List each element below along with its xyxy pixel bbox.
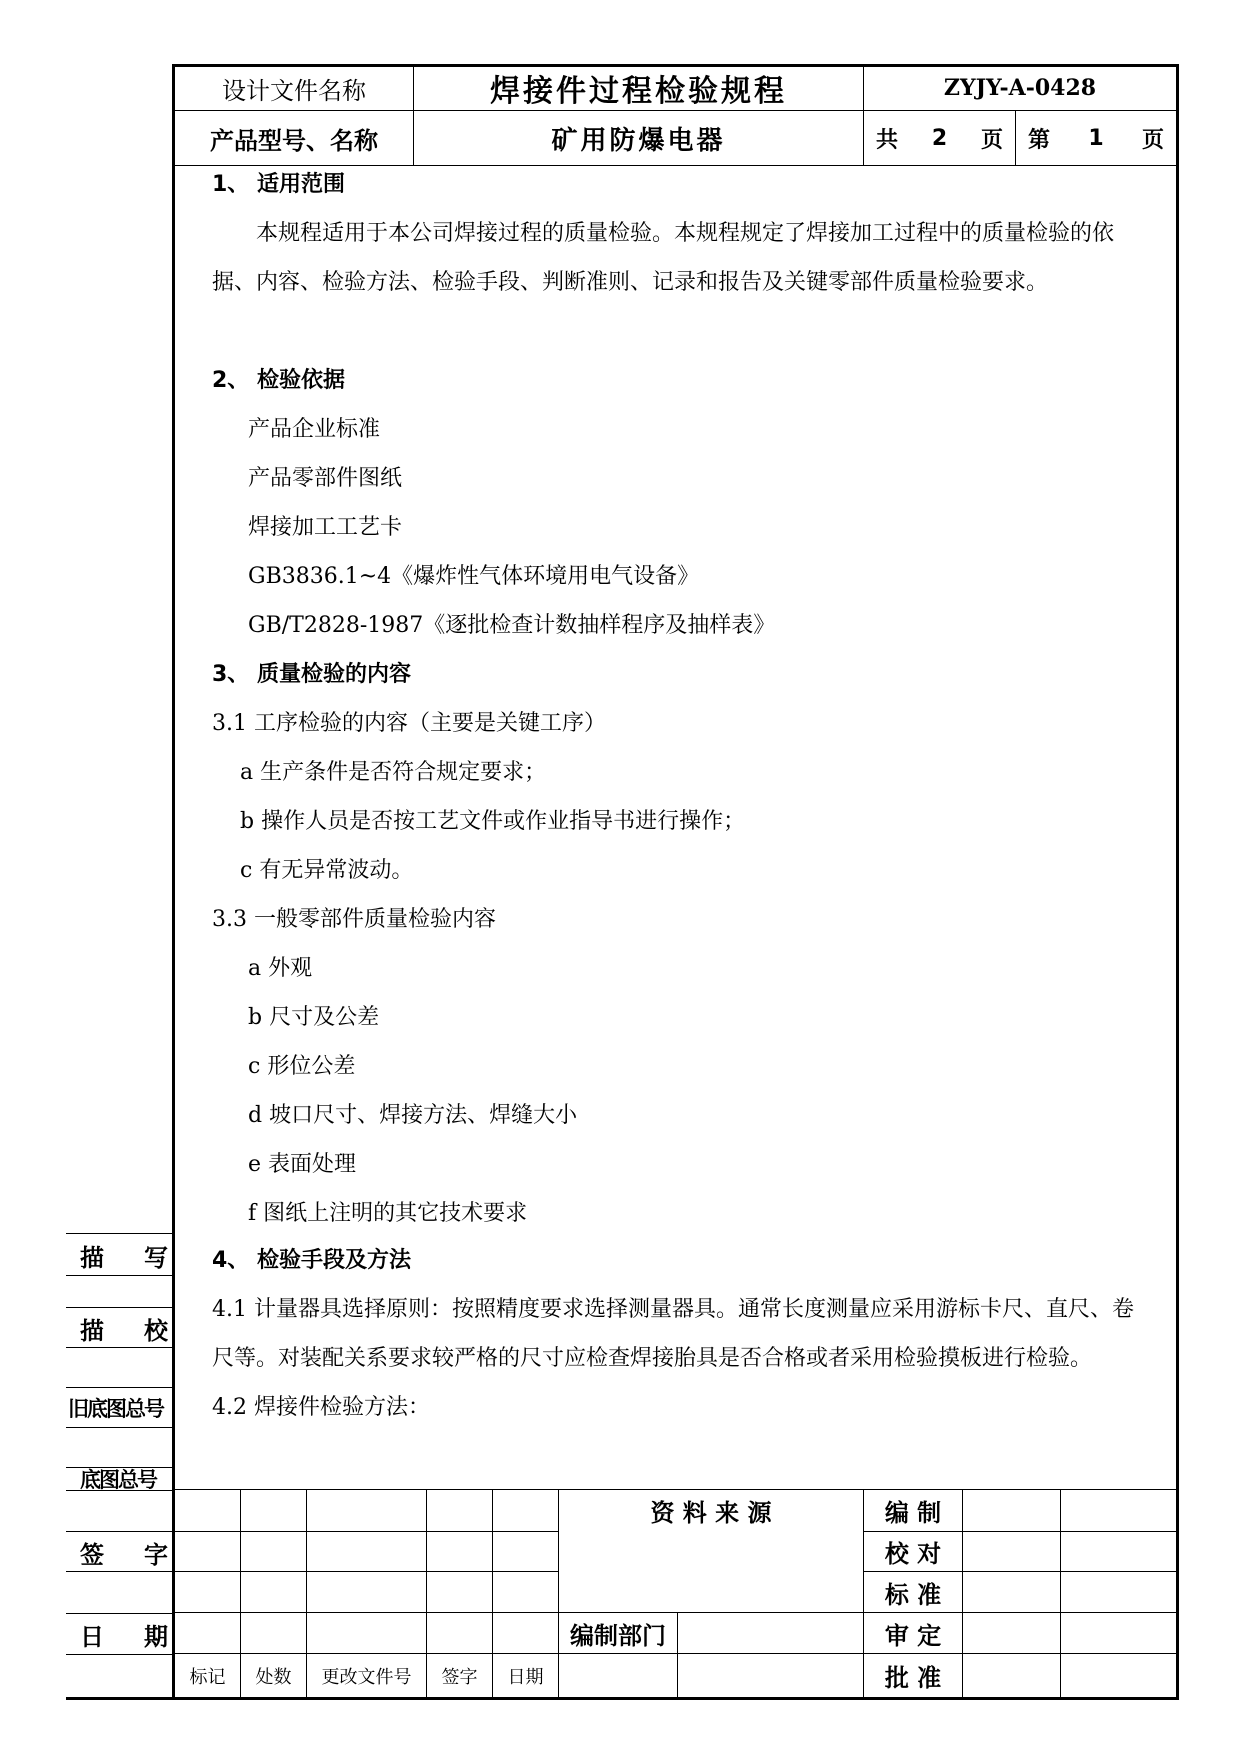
side-char: 期 <box>144 1622 168 1651</box>
side-sign-label <box>80 1533 168 1571</box>
list-item: c 形位公差 <box>248 1054 356 1079</box>
list-item: f 图纸上注明的其它技术要求 <box>248 1201 528 1226</box>
tb-role-approve: 批 准 <box>884 1664 942 1692</box>
side-char: 描 <box>80 1316 104 1345</box>
page-number: 1 <box>1088 125 1104 151</box>
tb-rev-count: 处数 <box>255 1666 292 1688</box>
tb-dept-label: 编制部门 <box>570 1621 666 1650</box>
side-char: 签 <box>80 1540 104 1569</box>
doc-name-label: 设计文件名称 <box>222 76 366 105</box>
page-suffix: 页 <box>1141 127 1164 153</box>
page-prefix: 第 <box>1028 127 1051 153</box>
total-pages-cell <box>864 111 1015 165</box>
tb-rev-docno: 更改文件号 <box>321 1666 412 1688</box>
side-line <box>66 1307 174 1308</box>
subsection-heading: 4.2 焊接件检验方法： <box>212 1395 430 1420</box>
section-heading: 1、 适用范围 <box>212 172 345 197</box>
total-suffix: 页 <box>980 127 1003 153</box>
body-section-1 <box>212 160 1142 307</box>
body-section-3 <box>212 650 1142 1238</box>
side-line <box>66 1233 174 1234</box>
total-pages: 2 <box>931 125 948 151</box>
side-char: 描 <box>80 1243 104 1272</box>
subsection-heading: 3.3 一般零部件质量检验内容 <box>212 907 496 932</box>
list-item: GB3836.1~4《爆炸性气体环境用电气设备》 <box>248 564 700 589</box>
list-item: 焊接加工工艺卡 <box>248 515 403 540</box>
list-item: d 坡口尺寸、焊接方法、焊缝大小 <box>248 1103 578 1128</box>
tb-line <box>174 1571 558 1572</box>
side-line <box>66 1347 174 1348</box>
tb-role-review: 审 定 <box>884 1621 942 1650</box>
side-line <box>66 1654 174 1655</box>
side-date-label <box>80 1614 168 1654</box>
list-item: c 有无异常波动。 <box>240 858 414 883</box>
side-line <box>66 1427 174 1428</box>
tb-role-compile: 编 制 <box>884 1499 942 1527</box>
body-section-4 <box>212 1236 1142 1432</box>
tb-source-label: 资 料 来 源 <box>650 1499 772 1527</box>
list-item: e 表面处理 <box>248 1152 357 1177</box>
side-base-no: 底图总号 <box>80 1468 156 1492</box>
tb-rev-sign: 签字 <box>441 1666 478 1688</box>
list-item: b 尺寸及公差 <box>248 1005 380 1030</box>
tb-role-standard: 标 准 <box>884 1580 942 1609</box>
side-line <box>66 1571 174 1572</box>
section-heading: 4、 检验手段及方法 <box>212 1248 411 1273</box>
side-line <box>66 1387 174 1388</box>
subsection-paragraph: 4.1 计量器具选择原则：按照精度要求选择测量器具。通常长度测量应采用游标卡尺、直尺、卷尺等。对装配关系要求较严格的尺寸应检查焊接胎具是否合格或者采用检验摸板进行检验。 <box>212 1297 1134 1371</box>
side-line <box>66 1275 174 1276</box>
list-item: GB/T2828-1987《逐批检查计数抽样程序及抽样表》 <box>248 613 776 638</box>
body-section-2 <box>212 356 1142 650</box>
frame-left-border <box>172 64 175 1700</box>
list-item: a 生产条件是否符合规定要求； <box>240 760 547 785</box>
tb-bottom-border <box>172 1697 1179 1700</box>
side-line <box>66 1531 174 1532</box>
side-old-base-no: 旧底图总号 <box>68 1397 163 1421</box>
tb-col-line <box>962 1489 963 1699</box>
tb-line <box>174 1531 558 1532</box>
section-heading: 3、 质量检验的内容 <box>212 662 411 687</box>
tb-rev-mark: 标记 <box>189 1666 226 1688</box>
frame-right-border <box>1176 64 1179 1700</box>
tb-rev-date: 日期 <box>507 1666 544 1688</box>
side-bottom-border <box>66 1697 176 1700</box>
side-trace-label <box>80 1236 168 1274</box>
product-label: 产品型号、名称 <box>210 126 378 155</box>
tb-col-line <box>677 1612 678 1699</box>
subsection-heading: 3.1 工序检验的内容（主要是关键工序） <box>212 711 606 736</box>
list-item: a 外观 <box>248 956 313 981</box>
list-item: b 操作人员是否按工艺文件或作业指导书进行操作； <box>240 809 746 834</box>
tb-col-line <box>1060 1489 1061 1699</box>
doc-title: 焊接件过程检验规程 <box>490 74 787 109</box>
product-name: 矿用防爆电器 <box>551 125 726 156</box>
total-prefix: 共 <box>876 127 899 153</box>
side-char: 日 <box>80 1622 104 1651</box>
doc-code: ZYJY-A-0428 <box>943 75 1097 101</box>
tb-role-proofread: 校 对 <box>884 1540 942 1568</box>
list-item: 产品零部件图纸 <box>248 466 403 491</box>
page-number-cell <box>1016 111 1176 165</box>
section-heading: 2、 检验依据 <box>212 368 345 393</box>
section-paragraph: 本规程适用于本公司焊接过程的质量检验。本规程规定了焊接加工过程中的质量检验的依据、内容、检验方法、检验手段、判断准则、记录和报告及关键零部件质量检验要求。 <box>212 221 1115 295</box>
side-char: 字 <box>144 1540 168 1569</box>
side-char: 校 <box>144 1316 168 1345</box>
side-check-label <box>80 1310 168 1346</box>
list-item: 产品企业标准 <box>248 417 381 442</box>
side-char: 写 <box>144 1243 168 1272</box>
